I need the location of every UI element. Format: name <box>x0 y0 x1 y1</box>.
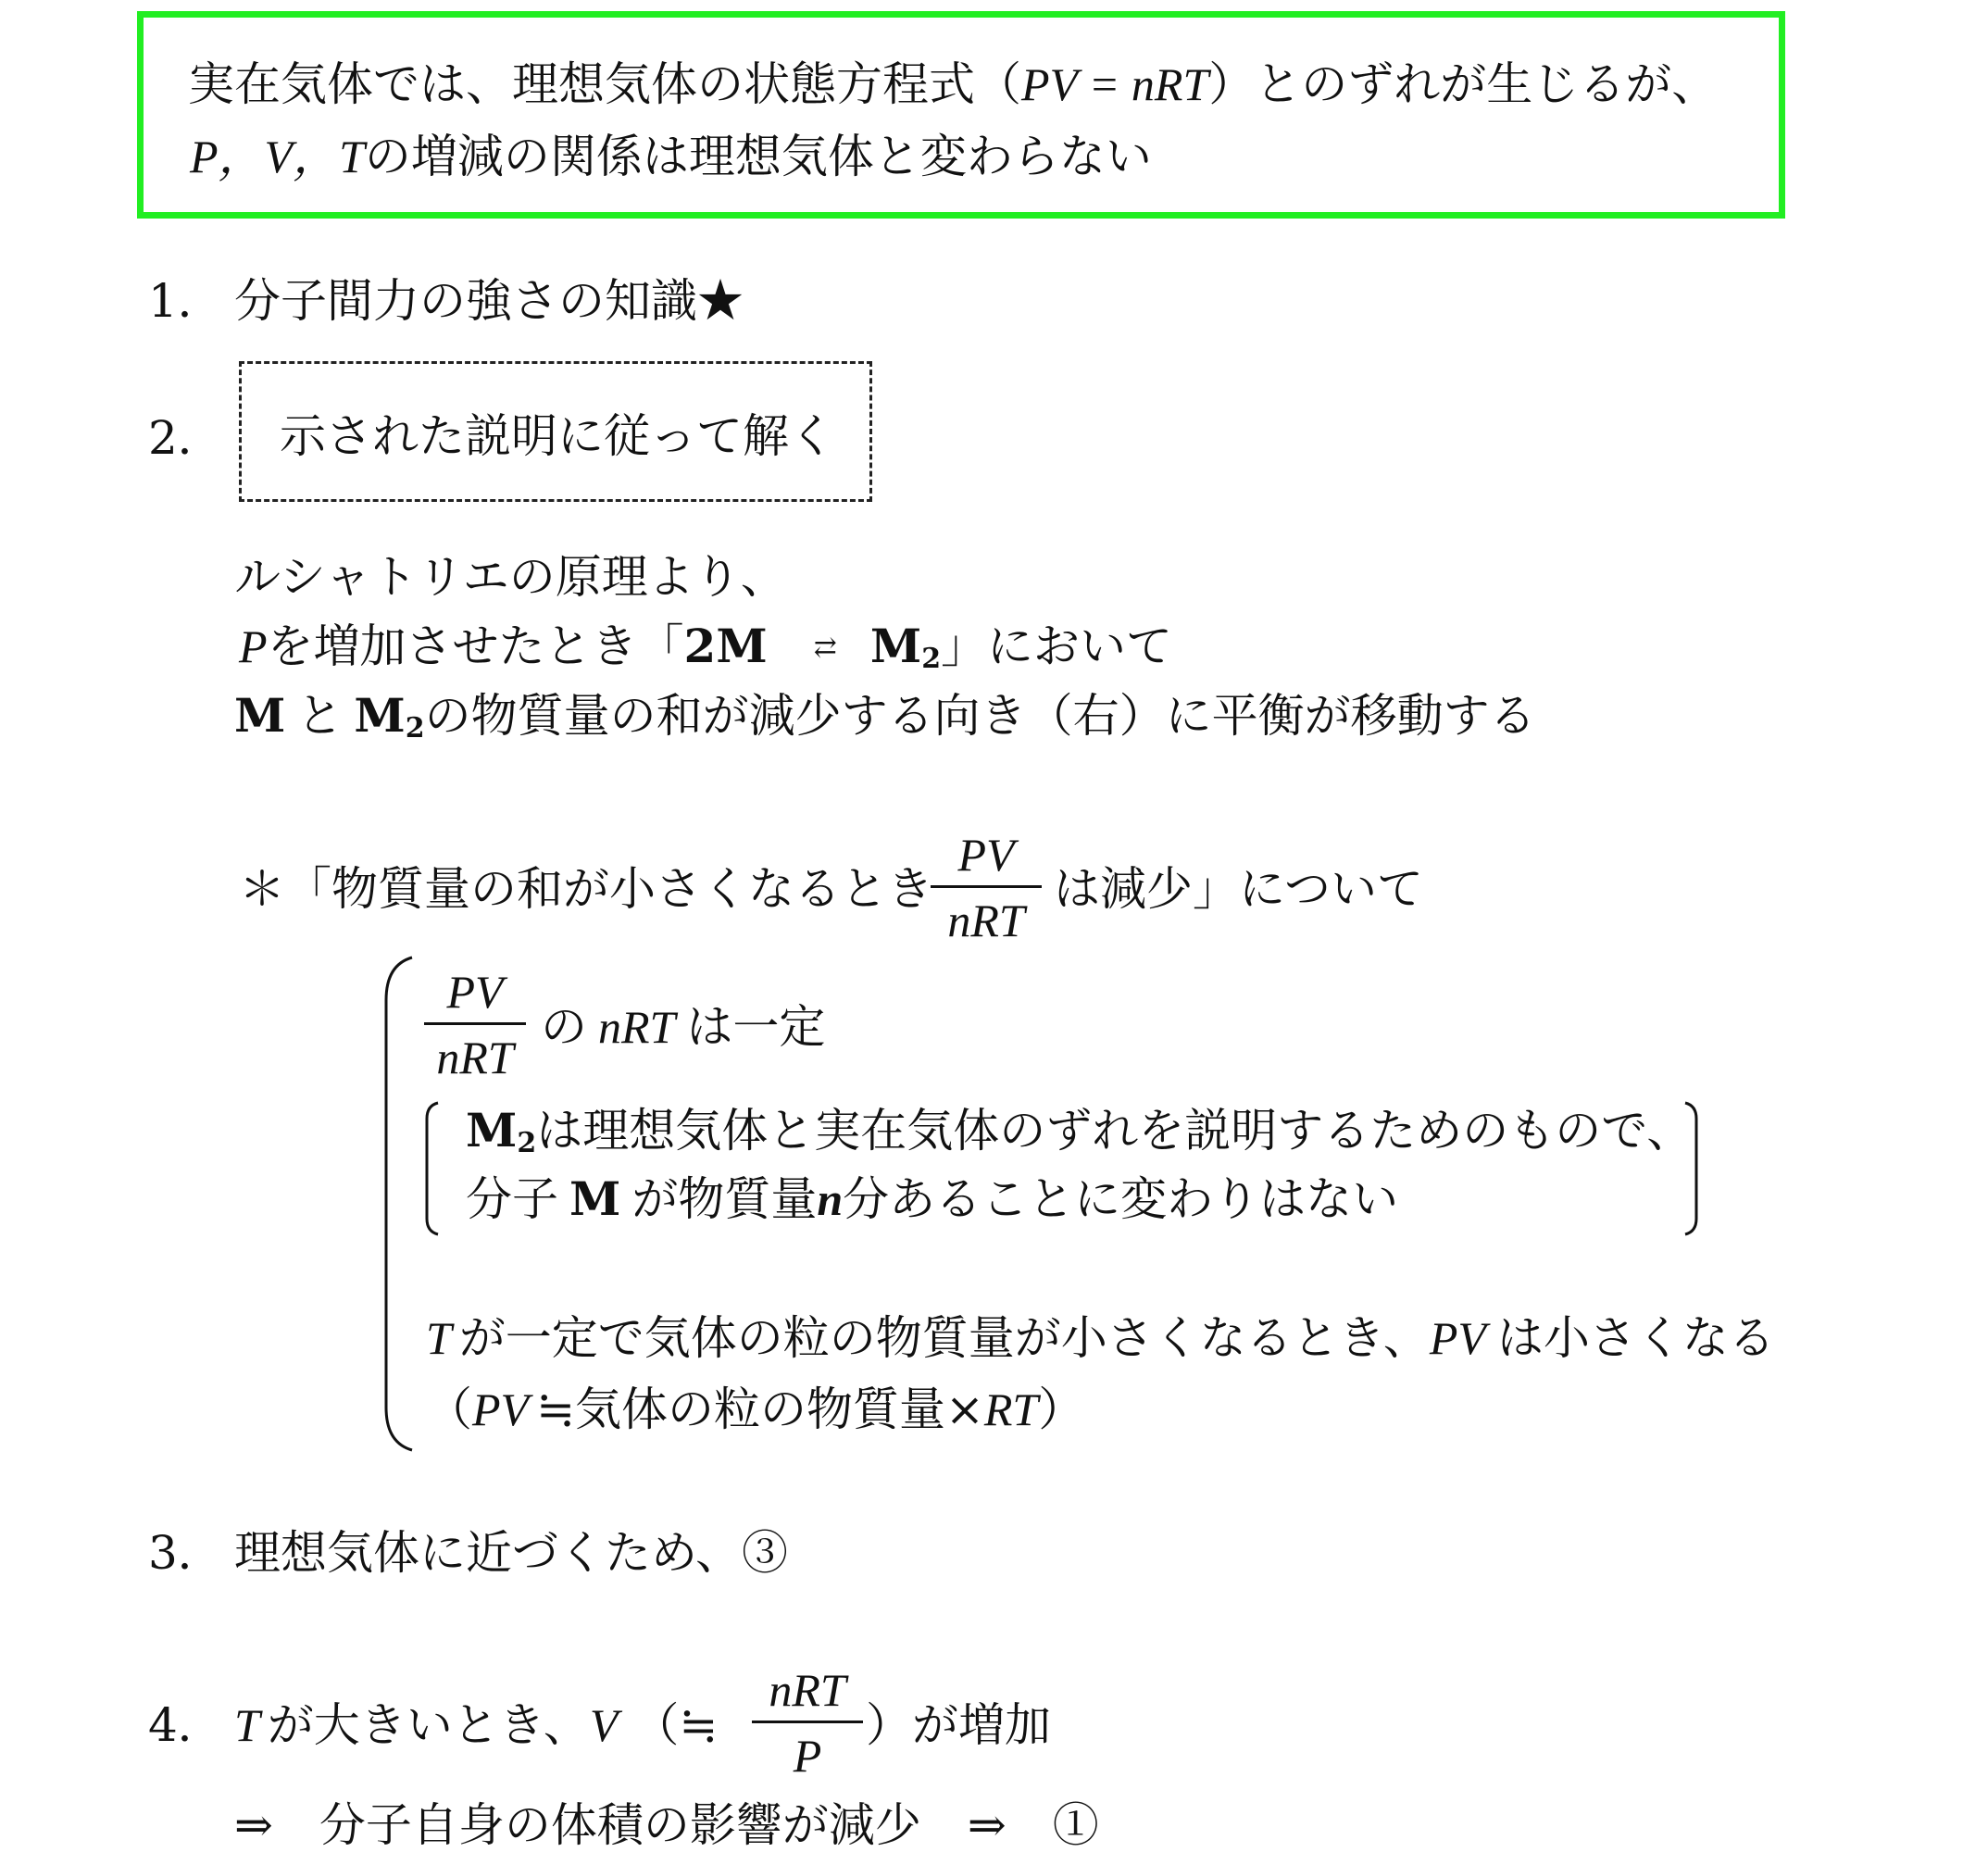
brace-fraction: PV nRT <box>424 969 526 1081</box>
item-4-fraction: nRT P <box>752 1667 863 1779</box>
item-2-line-1: ルシャトリエの原理より、 <box>234 550 787 604</box>
brace-line-1: の nRT は一定 <box>541 1000 826 1054</box>
t-constant-line: T が一定で気体の粒の物質量が小さくなるとき、PV は小さくなる <box>426 1311 1775 1365</box>
bracket-line-2: 分子 M が物質量n分あることに変わりはない <box>466 1171 1399 1226</box>
item-1-text: 分子間力の強さの知識★ <box>234 274 744 328</box>
item-3-text: 理想気体に近づくため、③ <box>234 1526 788 1580</box>
method-box-text: 示された説明に従って解く <box>280 409 835 463</box>
item-1-number: 1． <box>148 274 224 328</box>
item-4-line-1-start: T が大きいとき、V （≒ <box>234 1698 719 1752</box>
item-2-line-3: M と $M_2$の物質量の和が減少する向き（右）に平衡が移動する <box>234 688 1536 745</box>
summary-line-2: P，V，Tの増減の関係は理想気体と変わらない <box>190 130 1152 183</box>
inner-bracket-left <box>421 1100 442 1237</box>
item-3-number: 3． <box>148 1526 224 1580</box>
note-text-start: ＊「物質量の和が小さくなるとき <box>239 862 933 916</box>
item-4-line-1-end: ）が増加 <box>866 1698 1051 1752</box>
item-2-line-2: Pを増加させたとき「2M ⇄ $M_2$」において <box>239 619 1173 675</box>
summary-box <box>137 11 1785 219</box>
note-fraction: PV nRT <box>931 832 1042 944</box>
item-4-line-2: ⇒ 分子自身の体積の影響が減少 ⇒ ① <box>234 1798 1099 1852</box>
left-brace <box>375 954 417 1454</box>
bracket-line-1: $M_2$は理想気体と実在気体のずれを説明するためのもので、 <box>466 1103 1694 1159</box>
note-text-end: は減少」について <box>1054 862 1423 916</box>
pv-approx-line: （PV ≒気体の粒の物質量×RT） <box>426 1383 1085 1436</box>
equilibrium-arrow: ⇄ <box>813 632 837 664</box>
summary-line-1: 実在気体では、理想気体の状態方程式（PV = nRT）とのずれが生じるが、 <box>188 57 1719 111</box>
item-4-number: 4． <box>148 1698 224 1752</box>
item-2-number: 2． <box>148 411 224 465</box>
